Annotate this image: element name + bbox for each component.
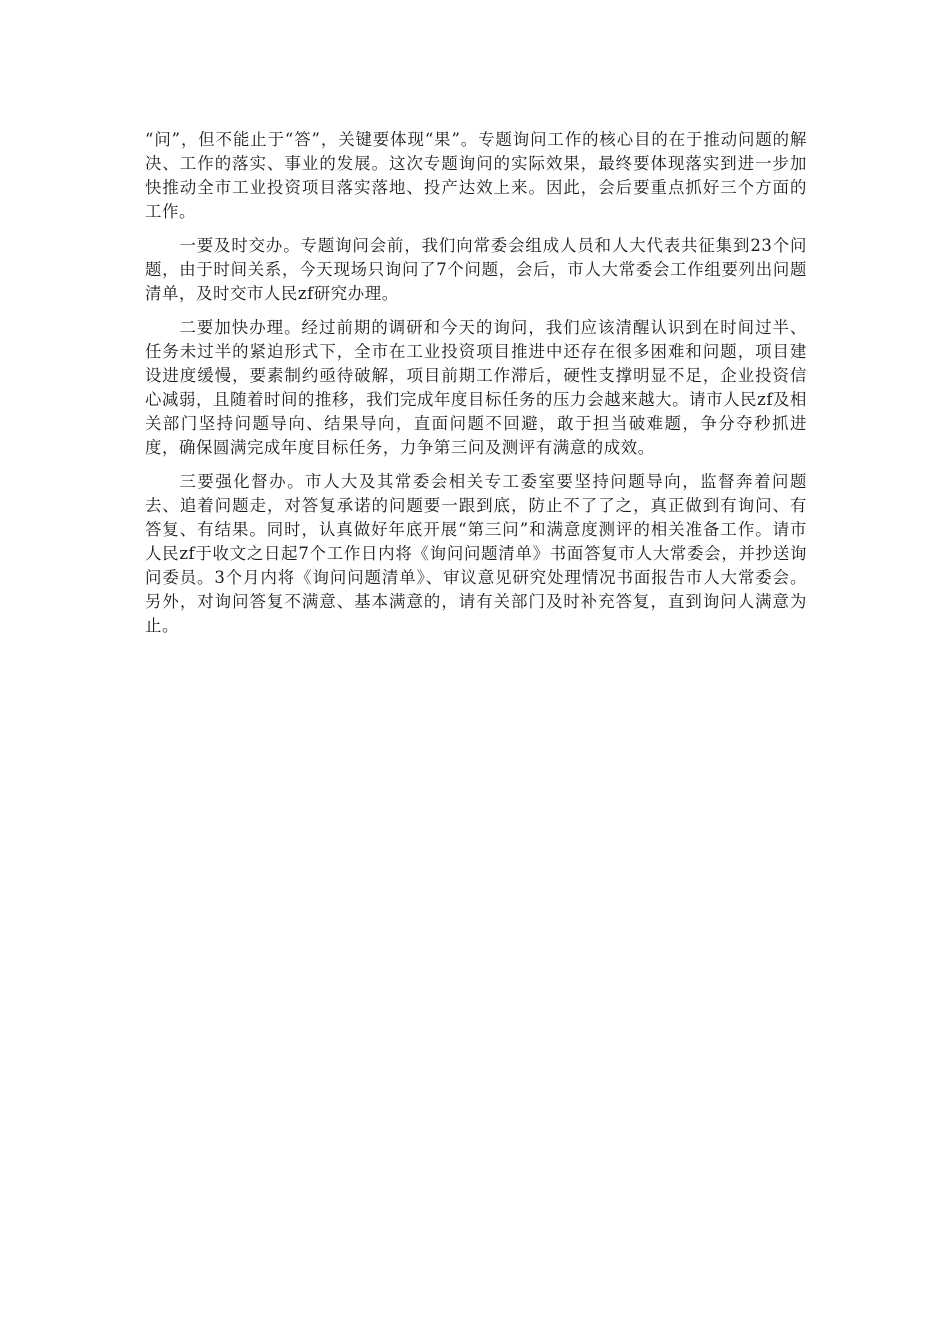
paragraph-item-three: 三要强化督办。市人大及其常委会相关专工委室要坚持问题导向，监督奔着问题去、追着问题走，对答复承诺的问题要一跟到底，防止不了了之，真正做到有询问、有答复、有结果。同时，认真做好年底开展“第三问”和满意度测评的相关准备工作。请市人民zf于收文之日起7个工作日内将《询问问题清单》书面答复市人大常委会，并抄送询问委员。3个月内将《询问问题清单》、审议意见研究处理情况书面报告市人大常委会。另外，对询问答复不满意、基本满意的，请有关部门及时补充答复，直到询问人满意为止。	[145, 472, 807, 635]
document-body	[145, 128, 807, 648]
paragraph-item-one: 一要及时交办。专题询问会前，我们向常委会组成人员和人大代表共征集到23个问题，由于时间关系，今天现场只询问了7个问题，会后，市人大常委会工作组要列出问题清单，及时交市人民zf研究办理。	[145, 236, 807, 303]
paragraph-intro: “问”，但不能止于“答”，关键要体现“果”。专题询问工作的核心目的在于推动问题的解决、工作的落实、事业的发展。这次专题询问的实际效果，最终要体现落实到进一步加快推动全市工业投资项目落实落地、投产达效上来。因此，会后要重点抓好三个方面的工作。	[145, 130, 807, 221]
paragraph-item-two: 二要加快办理。经过前期的调研和今天的询问，我们应该清醒认识到在时间过半、任务未过半的紧迫形式下，全市在工业投资项目推进中还存在很多困难和问题，项目建设进度缓慢，要素制约亟待破解，项目前期工作滞后，硬性支撑明显不足，企业投资信心减弱，且随着时间的推移，我们完成年度目标任务的压力会越来越大。请市人民zf及相关部门坚持问题导向、结果导向，直面问题不回避，敢于担当破难题，争分夺秒抓进度，确保圆满完成年度目标任务，力争第三问及测评有满意的成效。	[145, 318, 807, 457]
